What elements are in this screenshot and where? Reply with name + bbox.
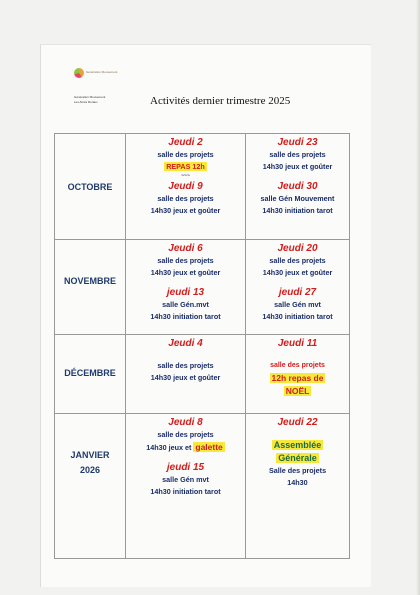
cell-october-right [246,137,349,217]
page-edge-shadow [416,0,420,595]
venue-text: salle Gén mvt [162,475,209,484]
activity-text: 14h30 jeux et goûter [262,268,333,277]
day-label: Jeudi 9 [168,181,203,192]
activity-text: 14h30 initiation tarot [150,312,221,321]
cell-december-left [126,338,245,384]
logo-text: Génération Mouvement [86,70,118,74]
venue-text: salle des projets [269,150,326,159]
venue-text: Salle des projets [268,466,327,475]
org-line-2: Les Aînés Ruraux [74,100,98,104]
cell-november-right [246,243,349,323]
activity-text: 14h30 jeux et goûter [150,206,221,215]
cell-october-left [126,137,245,217]
day-label: Jeudi 30 [277,181,318,192]
activity-text: 14h30 jeux et goûter [150,268,221,277]
venue-text: salle Gén mvt [274,300,321,309]
day-label: Jeudi 11 [277,338,318,349]
month-december: DÉCEMBRE [64,368,116,378]
day-label: Jeudi 23 [277,137,318,148]
highlight-assemblee: Assemblée [273,440,322,450]
time-text: 14h30 [287,478,308,487]
month-january: JANVIER 2026 [70,450,110,475]
venue-text: salle des projets [157,194,214,203]
logo-icon [74,68,84,78]
activity-text: 14h30 initiation tarot [262,312,333,321]
org-line-1: Génération Mouvement [74,95,106,99]
day-label: jeudi 15 [166,462,205,473]
venue-text: salle des projets [157,150,214,159]
day-label: jeudi 13 [166,287,205,298]
highlight-repas-noel: 12h repas de [271,373,324,383]
association-logo [74,66,118,86]
venue-text: salle des projets [157,430,214,439]
day-label: Jeudi 6 [168,243,203,254]
cell-november-left [126,243,245,323]
venue-text: salle Gén.mvt [162,300,209,309]
activity-text: 14h30 jeux et goûter [150,373,221,382]
venue-text: salle des projets [270,362,325,369]
venue-text: salle des projets [157,361,214,370]
day-label: Jeudi 2 [168,137,203,148]
row-divider [55,239,349,240]
venue-text: salle des projets [157,256,214,265]
cell-december-right [246,338,349,398]
activity-text: 14h30 initiation tarot [150,487,221,496]
highlight-repas: REPAS 12h [166,162,205,171]
row-divider [55,413,349,414]
day-label: Jeudi 8 [168,417,203,428]
day-label: Jeudi 22 [277,417,318,428]
handwritten-mark: ~~~ [181,173,190,179]
activity-text: 14h30 initiation tarot [262,206,333,215]
highlight-generale: Générale [278,453,317,463]
month-november: NOVEMBRE [63,276,116,286]
activity-text: 14h30 jeux et [146,443,192,452]
activity-text: 14h30 jeux et goûter [262,162,333,171]
month-october: OCTOBRE [67,182,113,192]
row-divider [55,334,349,335]
page-title: Activités dernier trimestre 2025 [150,95,291,107]
day-label: jeudi 27 [278,287,317,298]
highlight-galette: galette [195,442,223,452]
day-label: Jeudi 20 [277,243,318,254]
activities-table [54,133,350,559]
day-label: Jeudi 4 [168,338,203,349]
venue-text: salle des projets [269,256,326,265]
highlight-noel: NOËL [285,386,310,396]
cell-january-right [246,417,349,489]
cell-january-left [126,417,245,498]
venue-text: salle Gén Mouvement [260,194,335,203]
